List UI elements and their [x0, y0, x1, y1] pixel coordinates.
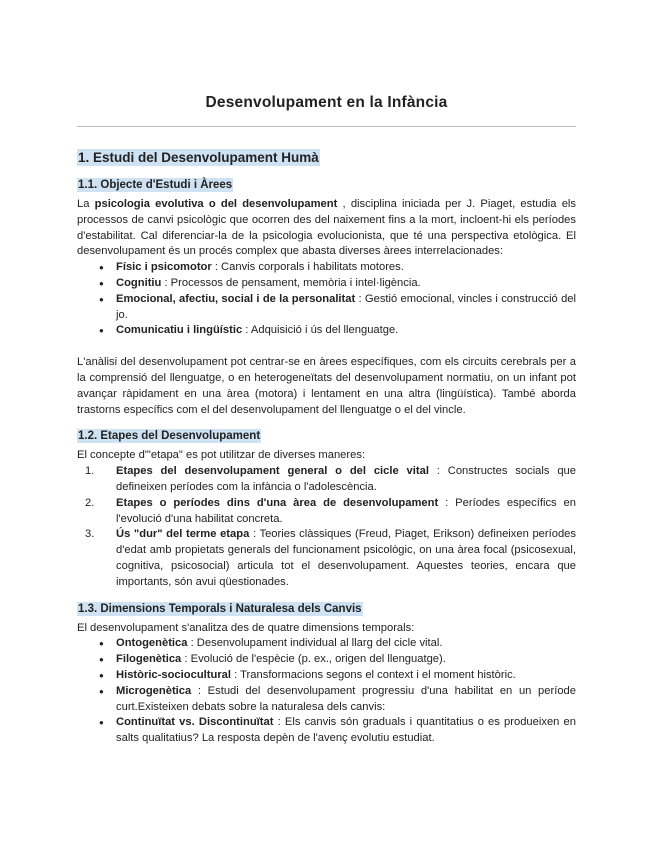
list-item-term: Comunicatiu i lingüístic: [116, 324, 243, 337]
subsection-heading-1-2: [77, 428, 576, 444]
list-item-desc: : Estudi del desenvolupament progressiu d'una habilitat en un període curt.Existeixen debats sobre la naturalesa dels canvis:: [116, 684, 576, 713]
list-item-desc: : Evolució de l'espècie (p. ex., origen del llenguatge).: [181, 653, 446, 666]
list-item-term: Emocional, afectiu, social i de la personalitat: [116, 292, 356, 305]
numbered-item: [77, 527, 576, 590]
list-item-term: Històric-sociocultural: [116, 668, 232, 681]
list-item: [77, 323, 576, 339]
list-item: [77, 652, 576, 668]
item-desc: : Teories clàssiques (Freud, Piaget, Erikson) defineixen períodes d'edat amb propietats generals del funcionament psicològic, on una àrea focal (psicosexual, cognitiva, psicosocial) articula tot el desenvolupament. Aquestes teories, encara que importants, són avui qüestionades.: [116, 528, 576, 588]
list-item: [77, 668, 576, 684]
list-item-term: Continuïtat vs. Discontinuïtat: [116, 716, 274, 729]
numbered-item: [77, 496, 576, 528]
intro-text-rest: , disciplina iniciada per J. Piaget, estudia els processos de canvi psicològic que ocorren des del naixement fins a la mort, incloent-hi els períodes d'estabilitat. Cal diferenciar-la de la psicologia evolucionista, que té una perspectiva etològica. El desenvolupament és un procés complex que abasta diverses àrees interrelacionades:: [77, 198, 576, 258]
title-divider: [77, 126, 576, 127]
list-item: [77, 260, 576, 276]
subsection-heading-text: 1.3. Dimensions Temporals i Naturalesa dels Canvis: [78, 602, 362, 615]
list-item-term: Cognitiu: [116, 276, 162, 289]
list-item-desc: : Desenvolupament individual al llarg del cicle vital.: [187, 637, 443, 650]
list-item-desc: : Canvis corporals i habilitats motores.: [211, 261, 404, 274]
dimensions-list: [77, 636, 576, 747]
section-heading: [77, 149, 576, 167]
section-heading-text: 1. Estudi del Desenvolupament Humà: [78, 150, 319, 165]
list-item: [77, 292, 576, 324]
numbered-item: [77, 464, 576, 496]
item-number: 1.: [85, 465, 95, 478]
list-item: [77, 276, 576, 292]
dimensions-intro: El desenvolupament s'analitza des de quatre dimensions temporals:: [77, 621, 415, 634]
list-item: [77, 684, 576, 716]
intro-bold-term: psicologia evolutiva o del desenvolupament: [94, 198, 338, 210]
subsection-heading-text: 1.2. Etapes del Desenvolupament: [78, 430, 261, 443]
subsection-heading-1-3: [77, 601, 576, 617]
item-number: 2.: [85, 496, 95, 509]
list-item-term: Ontogenètica: [116, 637, 188, 650]
list-item-desc: : Adquisició i ús del llenguatge.: [242, 324, 399, 337]
item-desc: : Períodes específics en l'evolució d'una habilitat concreta.: [116, 496, 576, 525]
list-item-desc: : Processos de pensament, memòria i intel·ligència.: [161, 276, 421, 289]
subsection-heading-1-1: [77, 177, 576, 193]
list-item-desc: : Gestió emocional, vincles i construcció del jo.: [116, 292, 576, 321]
areas-list: [77, 260, 576, 339]
document-title: Desenvolupament en la Infància: [205, 94, 448, 111]
item-term: Etapes del desenvolupament general o del cicle vital: [116, 465, 429, 478]
list-item-term: Físic i psicomotor: [116, 261, 212, 274]
item-term: Ús "dur" del terme etapa: [116, 528, 250, 541]
analysis-paragraph: L'anàlisi del desenvolupament pot centrar-se en àrees específiques, com els circuits cerebrals per a la comprensió del llenguatge, o en heterogeneïtats del desenvolupament normatiu, on un infant pot avançar ràpidament en una àrea (motora) i lentament en una altra (lingüística). També aborda trastorns específics com el del desenvolupament del llenguatge o el del vincle.: [77, 356, 576, 416]
list-item-desc: : Transformacions segons el context i el moment històric.: [231, 668, 516, 681]
list-item-term: Microgenètica: [116, 684, 192, 697]
subsection-heading-text: 1.1. Objecte d'Estudi i Àrees: [78, 179, 233, 191]
item-number: 3.: [85, 528, 95, 541]
stages-intro: El concepte d'"etapa" es pot utilitzar de diverses maneres:: [77, 449, 366, 462]
list-item: [77, 715, 576, 747]
intro-text: La: [77, 198, 95, 210]
intro-paragraph: [77, 197, 576, 260]
list-item-term: Filogenètica: [116, 653, 182, 666]
list-item-desc: : Els canvis són graduals i quantitatius o es produeixen en salts qualitatius? La resposta depèn de l'avenç evolutiu estudiat.: [116, 716, 576, 745]
list-item: [77, 636, 576, 652]
stages-list: [77, 464, 576, 590]
item-desc: : Constructes socials que defineixen períodes com la infància o l'adolescència.: [116, 465, 576, 493]
item-term: Etapes o períodes dins d'una àrea de desenvolupament: [116, 496, 439, 509]
